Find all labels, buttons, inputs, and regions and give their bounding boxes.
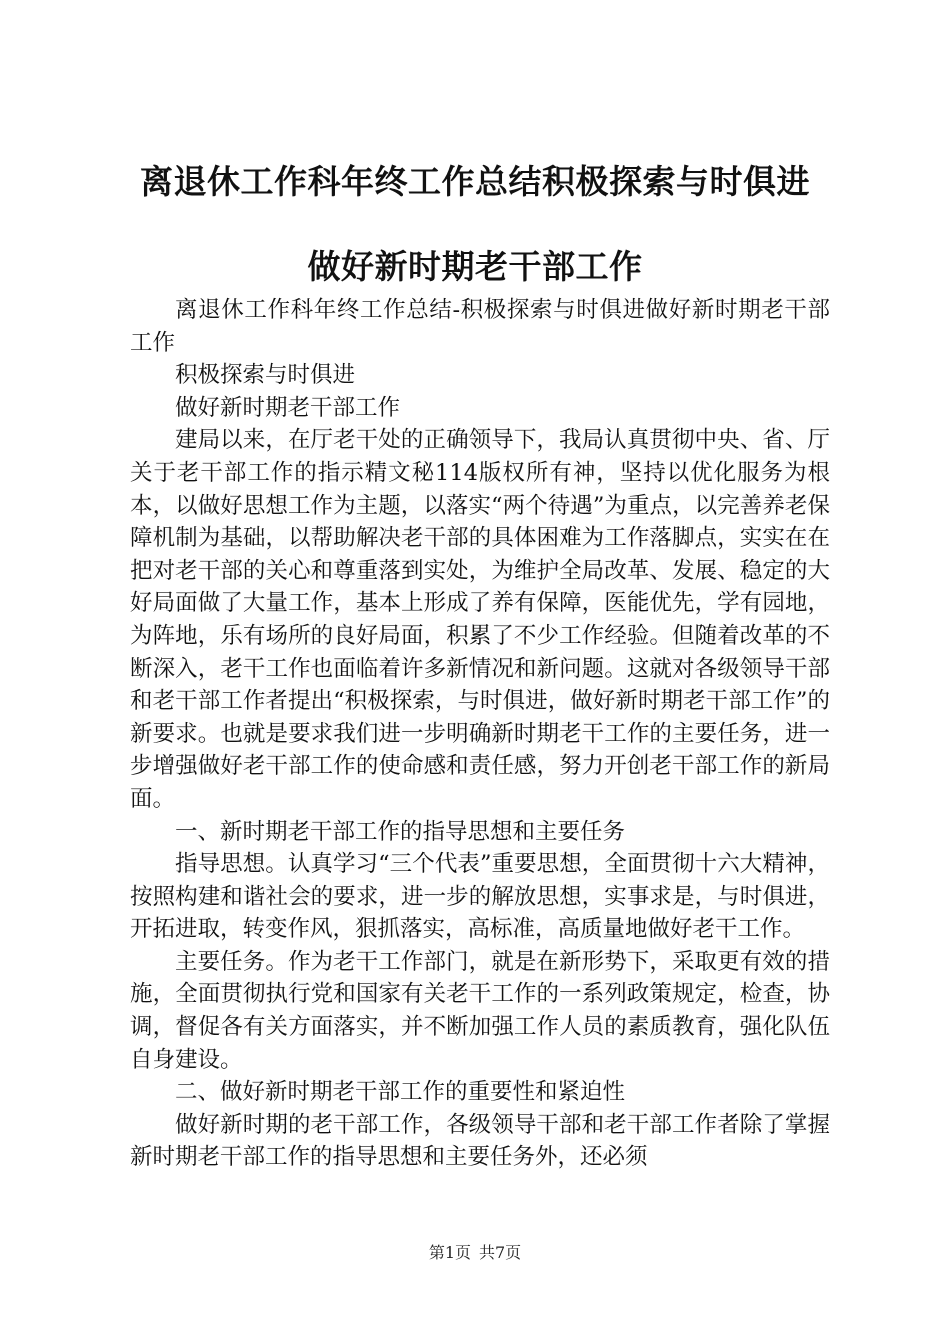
paragraph-importance: 做好新时期的老干部工作，各级领导干部和老干部工作者除了掌握新时期老干部工作的指导思想和主要任务外，还必须 [130,1111,830,1171]
document-title-line-1: 离退休工作科年终工作总结积极探索与时俱进 [140,162,810,201]
page-total: 共7页 [479,1243,522,1262]
document-body [130,294,830,1174]
paragraph-subtitle: 离退休工作科年终工作总结-积极探索与时俱进做好新时期老干部工作 [130,297,830,356]
paragraph-intro: 建局以来，在厅老干处的正确领导下，我局认真贯彻中央、省、厅关于老干部工作的指示精文秘114版权所有神，坚持以优化服务为根本，以做好思想工作为主题，以落实“两个待遇”为重点，以完善养老保障机制为基础，以帮助解决老干部的具体困难为工作落脚点，实实在在把对老干部的关心和尊重落到实处，为维护全局改革、发展、稳定的大好局面做了大量工作，基本上形成了养有保障，医能优先，学有园地，为阵地，乐有场所的良好局面，积累了不少工作经验。但随着改革的不断深入，老干工作也面临着许多新情况和新问题。这就对各级领导干部和老干部工作者提出“积极探索，与时俱进，做好新时期老干部工作”的新要求。也就是要求我们进一步明确新时期老干工作的主要任务，进一步增强做好老干部工作的使命感和责任感，努力开创老干部工作的新局面。 [130,427,830,812]
section-heading-1: 一、新时期老干部工作的指导思想和主要任务 [175,818,626,845]
paragraph-guiding-thought: 指导思想。认真学习“三个代表”重要思想，全面贯彻十六大精神，按照构建和谐社会的要求，进一步的解放思想，实事求是，与时俱进，开拓进取，转变作风，狠抓落实，高标准，高质量地做好老干工作。 [130,851,830,943]
paragraph-main-task: 主要任务。作为老干工作部门，就是在新形势下，采取更有效的措施，全面贯彻执行党和国家有关老干工作的一系列政策规定，检查，协调，督促各有关方面落实，并不断加强工作人员的素质教育，强化队伍自身建设。 [130,948,830,1073]
page-footer [0,1242,950,1264]
section-heading-2: 二、做好新时期老干部工作的重要性和紧迫性 [175,1079,626,1106]
paragraph-heading-a: 积极探索与时俱进 [175,362,356,389]
page-number: 第1页 [428,1243,471,1262]
paragraph-heading-b: 做好新时期老干部工作 [175,394,401,421]
document-title-line-2: 做好新时期老干部工作 [307,247,643,286]
